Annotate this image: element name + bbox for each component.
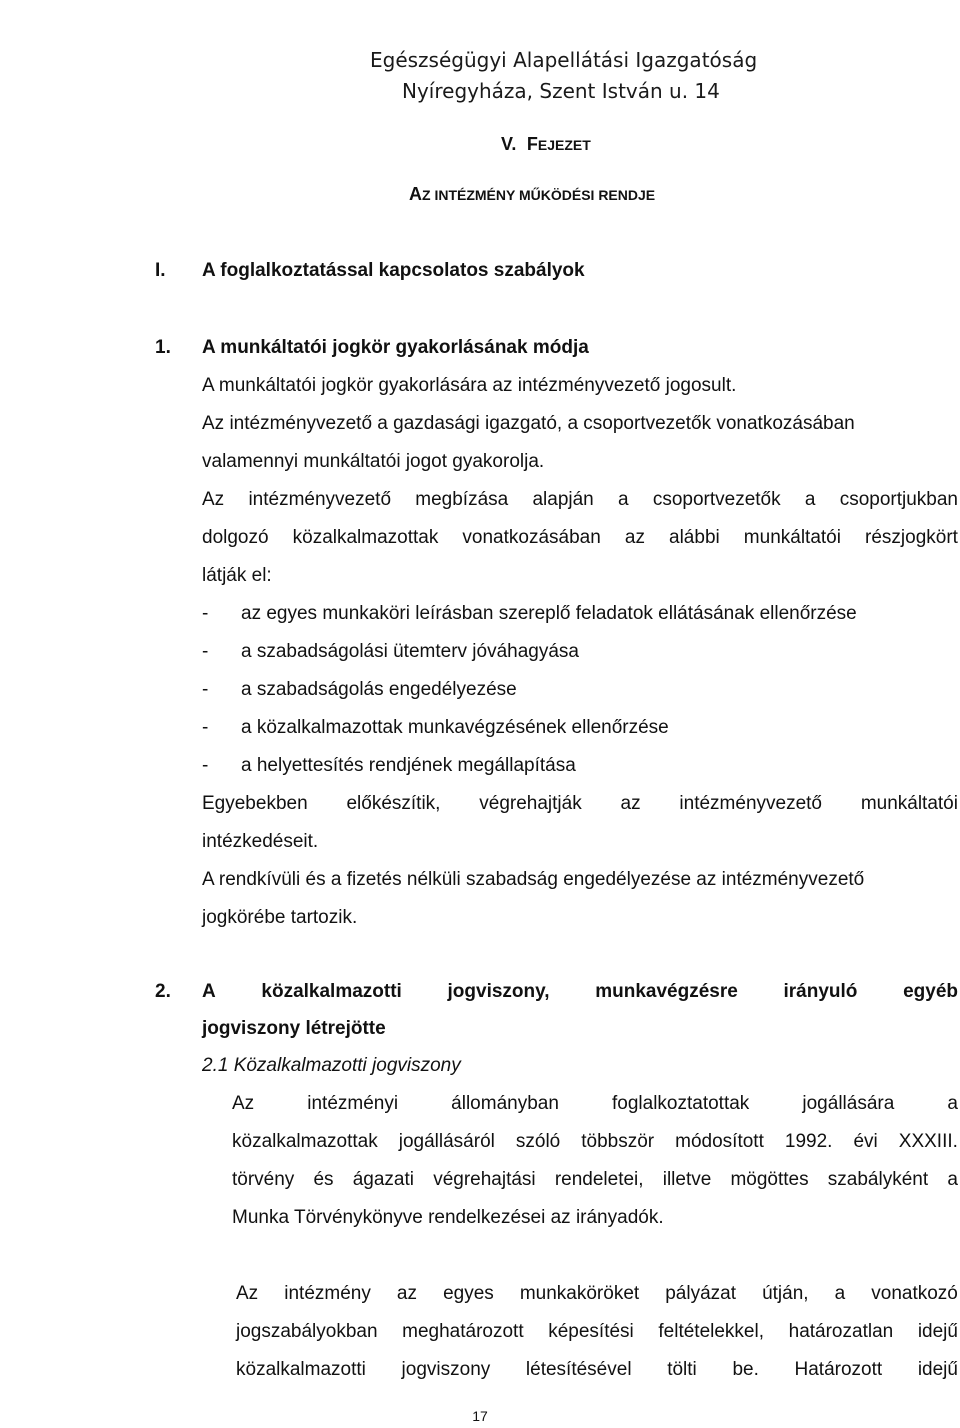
word: állományban xyxy=(451,1093,559,1114)
chapter-number: V. xyxy=(501,134,517,154)
word: szóló xyxy=(515,1131,561,1152)
paragraph-line: A rendkívüli és a fizetés nélküli szabadság engedélyezése az intézményvezető xyxy=(202,869,865,890)
word: előkészítik, xyxy=(346,793,441,814)
word: az xyxy=(624,527,645,548)
justified-line xyxy=(232,1092,958,1116)
word: a xyxy=(804,489,816,510)
word: a xyxy=(947,1093,958,1114)
word: munkavégzésre xyxy=(595,981,738,1002)
justified-line xyxy=(232,1130,958,1154)
justified-line xyxy=(202,792,958,816)
word: Az xyxy=(232,1093,255,1114)
list-item: az egyes munkaköri leírásban szereplő feladatok ellátásának ellenőrzése xyxy=(241,603,857,624)
word: végrehajtják xyxy=(479,793,582,814)
justified-line xyxy=(236,1282,958,1306)
word: alapján xyxy=(532,489,594,510)
bullet-dash: - xyxy=(202,755,209,776)
justified-line xyxy=(236,1358,958,1382)
chapter-subtitle-initial: A xyxy=(409,184,422,204)
word: közalkalmazottak xyxy=(292,527,439,548)
word: munkaköröket xyxy=(519,1283,640,1304)
word: munkáltatói xyxy=(860,793,958,814)
word: a xyxy=(618,489,629,510)
justified-line xyxy=(236,1320,958,1344)
chapter-subtitle-z: Z xyxy=(422,187,435,203)
word: idejű xyxy=(917,1321,958,1342)
bullet-dash: - xyxy=(202,679,209,700)
word: intézmény xyxy=(284,1283,371,1304)
word: jogviszony xyxy=(401,1359,491,1380)
word: végrehajtási xyxy=(433,1169,536,1190)
word: részjogkört xyxy=(865,527,958,548)
section-number: I. xyxy=(155,260,166,281)
paragraph-line: intézkedéseit. xyxy=(202,831,319,852)
word: Egyebekben xyxy=(202,793,308,814)
word: jogszabályokban xyxy=(236,1321,378,1342)
paragraph-line: Az intézményvezető a gazdasági igazgató, a csoportvezetők vonatkozásában xyxy=(202,413,855,434)
bullet-dash: - xyxy=(202,603,209,624)
word: Az xyxy=(236,1283,259,1304)
word: módosított xyxy=(675,1131,764,1152)
list-item: a közalkalmazottak munkavégzésének ellenőrzése xyxy=(241,717,669,738)
justified-line xyxy=(202,488,958,512)
list-item: a szabadságolás engedélyezése xyxy=(241,679,517,700)
word: ágazati xyxy=(352,1169,415,1190)
word: közalkalmazottak xyxy=(232,1131,378,1152)
word: alábbi xyxy=(669,527,720,548)
chapter-title-initial: F xyxy=(526,134,538,154)
word: csoportjukban xyxy=(839,489,958,510)
word: A xyxy=(202,981,216,1002)
word: csoportvezetők xyxy=(652,489,781,510)
word: intézményvezető xyxy=(248,489,392,510)
justified-line xyxy=(202,526,958,550)
word: vonatkozásában xyxy=(462,527,601,548)
word: szabályként xyxy=(827,1169,929,1190)
word: idejű xyxy=(917,1359,958,1380)
word: dolgozó xyxy=(202,527,269,548)
word: feltételekkel, xyxy=(658,1321,765,1342)
item-title: A munkáltatói jogkör gyakorlásának módja xyxy=(202,337,589,358)
word: közalkalmazotti xyxy=(236,1359,366,1380)
list-item: a szabadságolási ütemterv jóváhagyása xyxy=(241,641,579,662)
item-number: 2. xyxy=(155,981,171,1002)
word: közalkalmazotti xyxy=(261,981,402,1002)
chapter-title-rest: EJEZET xyxy=(537,137,591,153)
word: intézményi xyxy=(307,1093,399,1114)
chapter-subtitle xyxy=(409,182,655,207)
justified-line xyxy=(232,1168,958,1192)
word: megbízása xyxy=(415,489,509,510)
word: rendeletei, xyxy=(554,1169,644,1190)
word: vonatkozó xyxy=(871,1283,958,1304)
word: Határozott xyxy=(794,1359,883,1380)
word: képesítési xyxy=(548,1321,634,1342)
word: intézményvezető xyxy=(679,793,822,814)
chapter-subtitle-rest: INTÉZMÉNY MŰKÖDÉSI RENDJE xyxy=(434,187,656,203)
word: határozatlan xyxy=(788,1321,894,1342)
word: Az xyxy=(202,489,225,510)
word: XXXIII. xyxy=(898,1131,958,1152)
word: mögöttes xyxy=(730,1169,809,1190)
word: a xyxy=(947,1169,958,1190)
word: irányuló xyxy=(783,981,858,1002)
word: évi xyxy=(853,1131,878,1152)
word: be. xyxy=(732,1359,759,1380)
chapter-heading xyxy=(501,132,591,157)
word: munkáltatói xyxy=(743,527,841,548)
word: az xyxy=(396,1283,417,1304)
justified-heading-line xyxy=(202,980,958,1004)
word: a xyxy=(834,1283,846,1304)
item-title-cont: jogviszony létrejötte xyxy=(202,1018,386,1039)
bullet-dash: - xyxy=(202,717,209,738)
word: foglalkoztatottak xyxy=(612,1093,750,1114)
word: jogviszony, xyxy=(447,981,550,1002)
paragraph-line: látják el: xyxy=(202,565,272,586)
word: 1992. xyxy=(784,1131,833,1152)
header-address: Nyíregyháza, Szent István u. 14 xyxy=(402,79,720,103)
word: egyes xyxy=(443,1283,494,1304)
word: többször xyxy=(581,1131,655,1152)
word: meghatározott xyxy=(402,1321,524,1342)
section-title: A foglalkoztatással kapcsolatos szabályok xyxy=(202,260,585,281)
word: egyéb xyxy=(903,981,958,1002)
subsection-title: 2.1 Közalkalmazotti jogviszony xyxy=(202,1055,461,1076)
word: tölti xyxy=(667,1359,697,1380)
word: az xyxy=(620,793,641,814)
word: létesítésével xyxy=(525,1359,632,1380)
item-number: 1. xyxy=(155,337,171,358)
paragraph-line: Munka Törvénykönyve rendelkezései az irányadók. xyxy=(232,1207,664,1228)
word: és xyxy=(313,1169,334,1190)
word: jogállásáról xyxy=(398,1131,495,1152)
paragraph-line: valamennyi munkáltatói jogot gyakorolja. xyxy=(202,451,545,472)
word: jogállására xyxy=(802,1093,895,1114)
header-org: Egészségügyi Alapellátási Igazgatóság xyxy=(370,48,758,72)
word: illetve xyxy=(662,1169,712,1190)
paragraph-line: A munkáltatói jogkör gyakorlására az intézményvezető jogosult. xyxy=(202,375,737,396)
bullet-dash: - xyxy=(202,641,209,662)
list-item: a helyettesítés rendjének megállapítása xyxy=(241,755,576,776)
page-number: 17 xyxy=(472,1408,488,1424)
word: pályázat xyxy=(665,1283,737,1304)
paragraph-line: jogkörébe tartozik. xyxy=(202,907,358,928)
word: útján, xyxy=(762,1283,809,1304)
word: törvény xyxy=(232,1169,295,1190)
